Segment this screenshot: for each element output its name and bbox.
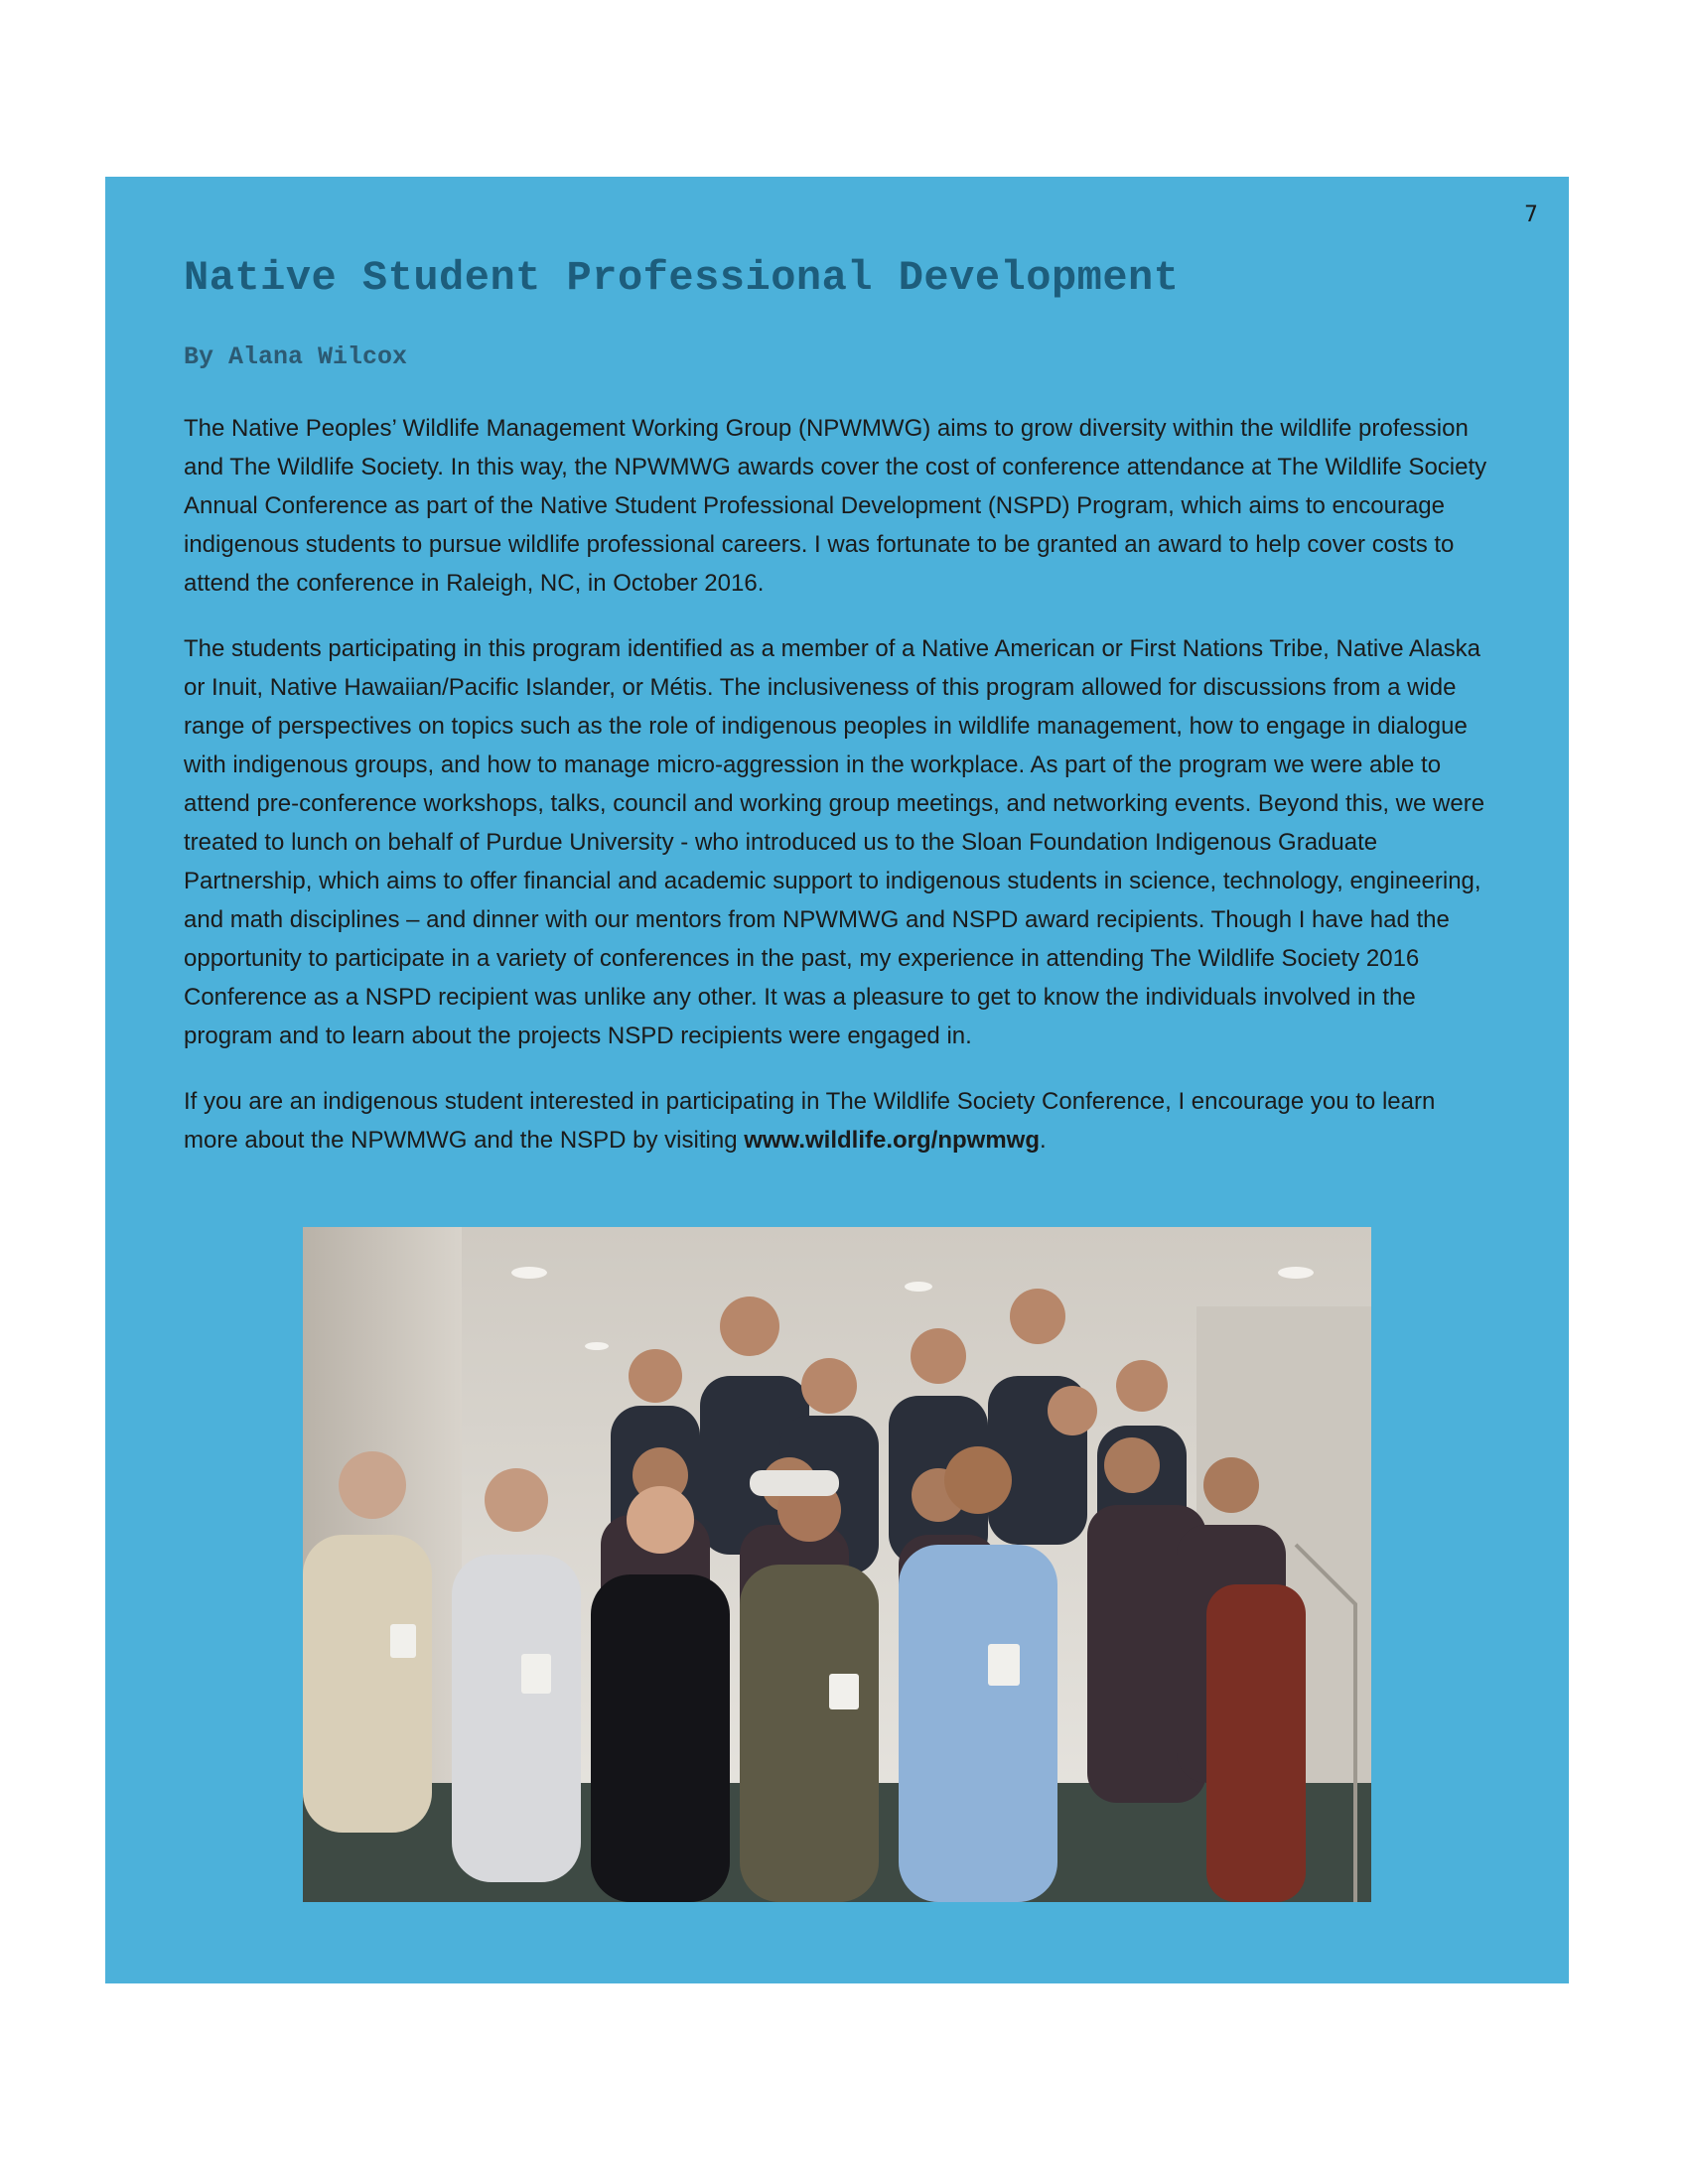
article-byline: By Alana Wilcox <box>184 342 408 371</box>
closing-period: . <box>1040 1127 1047 1154</box>
group-photo <box>303 1227 1371 1902</box>
article-panel <box>105 177 1569 1983</box>
closing-paragraph <box>184 1082 1494 1160</box>
page-number: 7 <box>1524 203 1538 227</box>
closing-text: If you are an indigenous student interested in participating in The Wildlife Society Conference, I encourage you to learn more about the NPWMWG and the NSPD by visiting <box>184 1088 1436 1154</box>
paragraph: The students participating in this program identified as a member of a Native American or First Nations Tribe, Native Alaska or Inuit, Native Hawaiian/Pacific Islander, or Métis. The inclusiveness of this program allowed for discussions from a wide range of perspectives on topics such as the role of indigenous peoples in wildlife management, how to engage in dialogue with indigenous groups, and how to manage micro-aggression in the workplace. As part of the program we were able to attend pre-conference workshops, talks, council and working group meetings, and networking events. Beyond this, we were treated to lunch on behalf of Purdue University - who introduced us to the Sloan Foundation Indigenous Graduate Partnership, which aims to offer financial and academic support to indigenous students in science, technology, engineering, and math disciplines – and dinner with our mentors from NPWMWG and NSPD award recipients. Though I have had the opportunity to participate in a variety of conferences in the past, my experience in attending The Wildlife Society 2016 Conference as a NSPD recipient was unlike any other. It was a pleasure to get to know the individuals involved in the program and to learn about the projects NSPD recipients were engaged in. <box>184 635 1485 1049</box>
article-title: Native Student Professional Development <box>184 254 1180 302</box>
article-body <box>184 409 1494 1186</box>
paragraph: The Native Peoples’ Wildlife Management Working Group (NPWMWG) aims to grow diversity within the wildlife profession and The Wildlife Society. In this way, the NPWMWG awards cover the cost of conference attendance at The Wildlife Society Annual Conference as part of the Native Student Professional Development (NSPD) Program, which aims to encourage indigenous students to pursue wildlife professional careers. I was fortunate to be granted an award to help cover costs to attend the conference in Raleigh, NC, in October 2016. <box>184 415 1487 597</box>
npwmwg-link[interactable]: www.wildlife.org/npwmwg <box>744 1127 1040 1154</box>
group-photo-illustration <box>303 1227 1371 1902</box>
